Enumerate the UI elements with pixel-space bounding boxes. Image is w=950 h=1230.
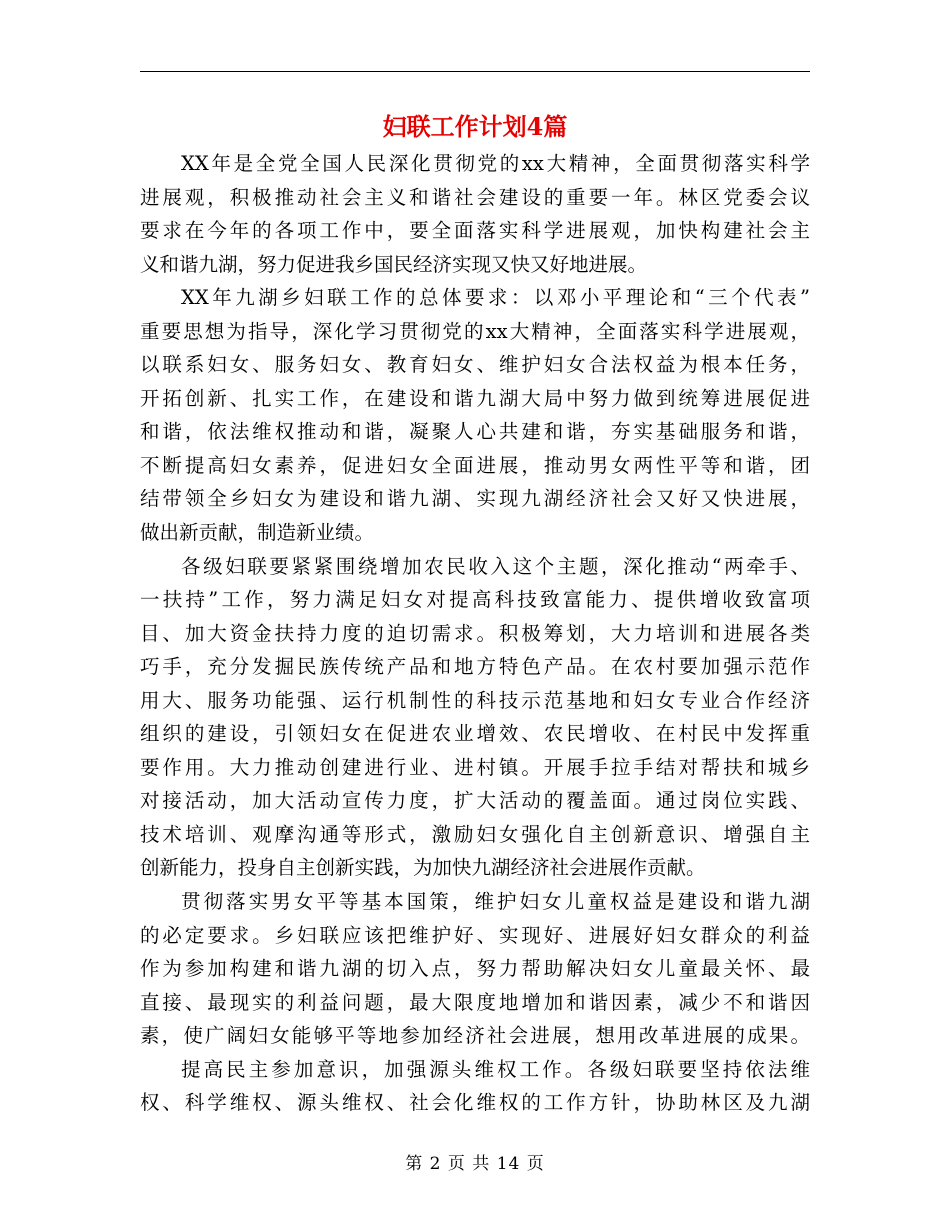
- body-text-line: 以联系妇女、服务妇女、教育妇女、维护妇女合法权益为根本任务，: [140, 353, 810, 377]
- body-text-line: 直接、最现实的利益问题，最大限度地增加和谐因素，减少不和谐因: [140, 990, 810, 1014]
- body-text-line: 权、科学维权、源头维权、社会化维权的工作方针，协助林区及九湖: [140, 1091, 810, 1115]
- body-text-line: XX年是全党全国人民深化贯彻党的xx大精神，全面贯彻落实科学: [181, 152, 810, 175]
- body-text-line: 结带领全乡妇女为建设和谐九湖、实现九湖经济社会又好又快进展，: [140, 487, 810, 511]
- page-number: 第 2 页 共 14 页: [405, 1154, 545, 1174]
- body-text-line: 巧手，充分发掘民族传统产品和地方特色产品。在农村要加强示范作: [140, 655, 810, 679]
- document-title: 妇联工作计划4篇: [382, 112, 568, 141]
- body-text-line: 不断提高妇女素养，促进妇女全面进展，推动男女两性平等和谐，团: [140, 453, 810, 477]
- body-text-line: 贯彻落实男女平等基本国策，维护妇女儿童权益是建设和谐九湖: [181, 890, 810, 914]
- body-text-line: 要求在今年的各项工作中，要全面落实科学进展观，加快构建社会主: [140, 219, 810, 243]
- body-text-line: 开拓创新、扎实工作，在建设和谐九湖大局中努力做到统筹进展促进: [140, 386, 810, 410]
- body-text-line: 创新能力，投身自主创新实践，为加快九湖经济社会进展作贡献。: [140, 856, 706, 880]
- body-text-line: 作为参加构建和谐九湖的切入点，努力帮助解决妇女儿童最关怀、最: [140, 957, 810, 981]
- body-text-line: 做出新贡献，制造新业绩。: [140, 521, 375, 545]
- body-text-line: 进展观，积极推动社会主义和谐社会建设的重要一年。林区党委会议: [140, 185, 810, 209]
- body-text-line: XX年九湖乡妇联工作的总体要求：以邓小平理论和“三个代表”: [181, 286, 810, 310]
- body-text-line: 目、加大资金扶持力度的迫切需求。积极筹划，大力培训和进展各类: [140, 621, 810, 645]
- body-text-line: 的必定要求。乡妇联应该把维护好、实现好、进展好妇女群众的利益: [140, 923, 810, 947]
- body-text-line: 要作用。大力推动创建进行业、进村镇。开展手拉手结对帮扶和城乡: [140, 755, 810, 779]
- body-text-line: 用大、服务功能强、运行机制性的科技示范基地和妇女专业合作经济: [140, 688, 810, 712]
- body-text-line: 各级妇联要紧紧围绕增加农民收入这个主题，深化推动“两牵手、: [181, 554, 810, 578]
- body-text-line: 技术培训、观摩沟通等形式，激励妇女强化自主创新意识、增强自主: [140, 822, 810, 846]
- header-rule: [140, 71, 810, 72]
- body-text-line: 重要思想为指导，深化学习贯彻党的xx大精神，全面落实科学进展观，: [140, 319, 810, 343]
- body-text-line: 一扶持”工作，努力满足妇女对提高科技致富能力、提供增收致富项: [140, 588, 810, 612]
- body-text-line: 素，使广阔妇女能够平等地参加经济社会进展，想用改革进展的成果。: [140, 1024, 810, 1048]
- body-text-line: 提高民主参加意识，加强源头维权工作。各级妇联要坚持依法维: [181, 1057, 810, 1081]
- body-text-line: 组织的建设，引领妇女在促进农业增效、农民增收、在村民中发挥重: [140, 722, 810, 746]
- body-text-line: 义和谐九湖，努力促进我乡国民经济实现又快又好地进展。: [140, 252, 648, 276]
- body-text-line: 对接活动，加大活动宣传力度，扩大活动的覆盖面。通过岗位实践、: [140, 789, 810, 813]
- document-body: [140, 147, 810, 1120]
- body-text-line: 和谐，依法维权推动和谐，凝聚人心共建和谐，夯实基础服务和谐，: [140, 420, 810, 444]
